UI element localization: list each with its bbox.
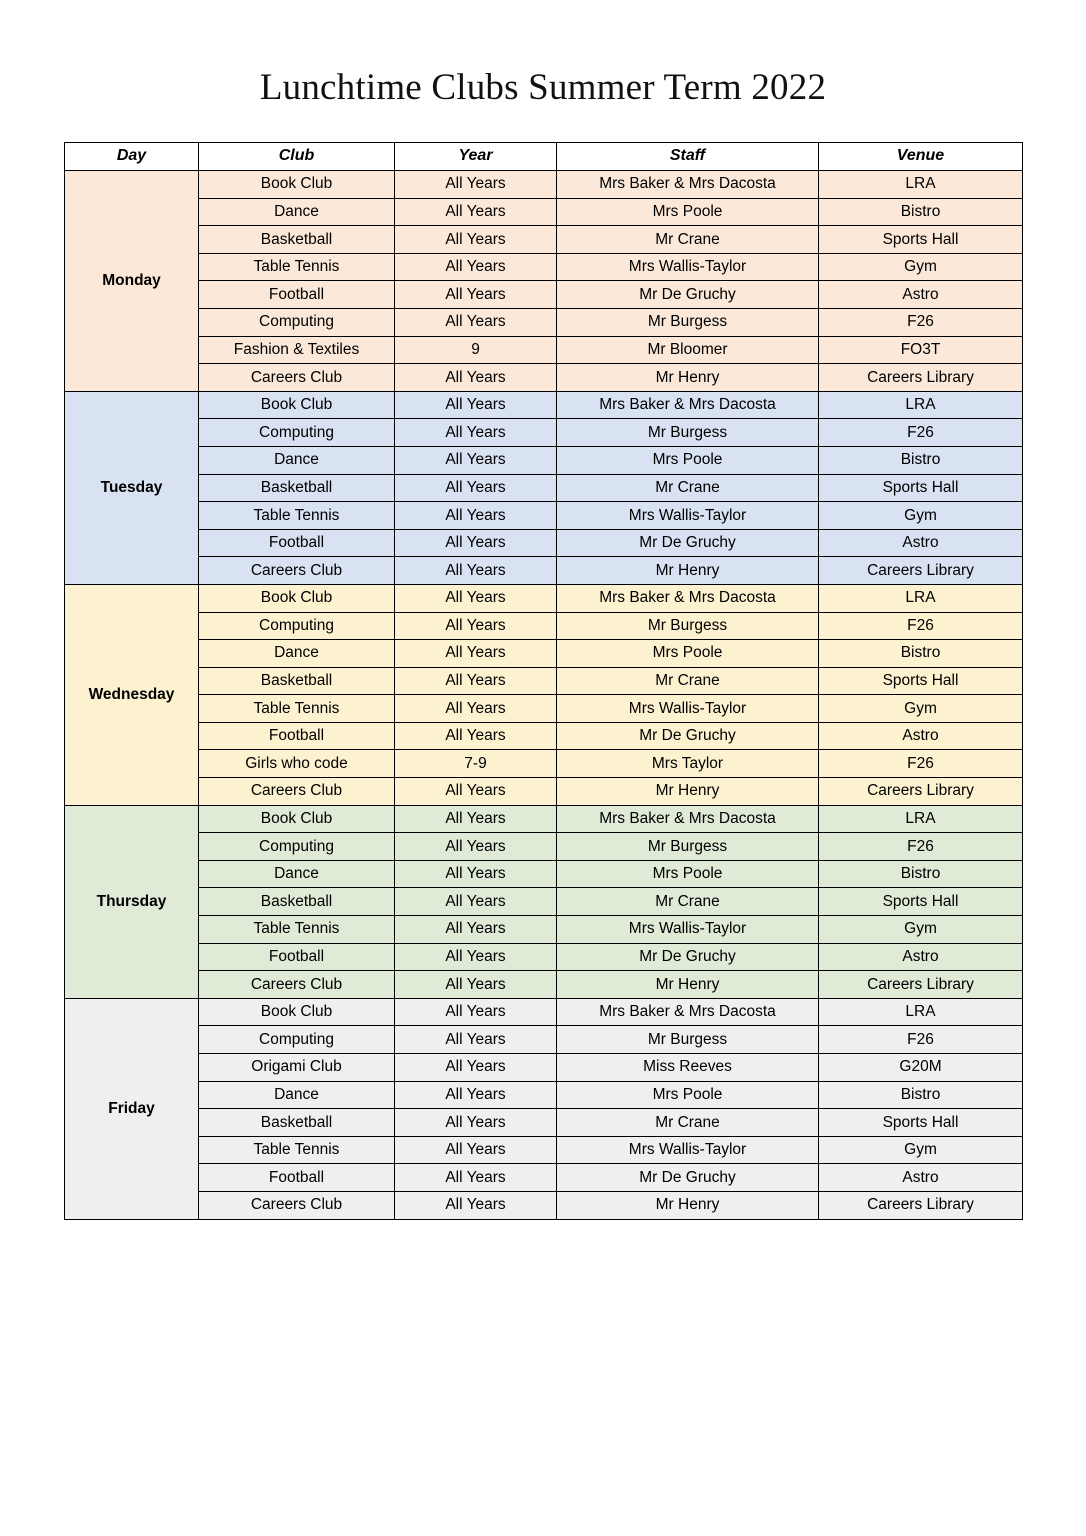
cell-club: Careers Club — [199, 1191, 395, 1219]
day-label-wednesday: Wednesday — [65, 584, 199, 805]
cell-staff: Mr De Gruchy — [557, 529, 819, 557]
cell-staff: Mr Crane — [557, 474, 819, 502]
cell-venue: Bistro — [819, 1081, 1023, 1109]
cell-staff: Mr Crane — [557, 226, 819, 254]
table-row — [65, 1054, 1023, 1082]
cell-staff: Mr Burgess — [557, 419, 819, 447]
table-row — [65, 916, 1023, 944]
cell-year: All Years — [395, 253, 557, 281]
cell-year: All Years — [395, 529, 557, 557]
cell-venue: G20M — [819, 1054, 1023, 1082]
table-row — [65, 695, 1023, 723]
cell-venue: Gym — [819, 502, 1023, 530]
cell-year: 9 — [395, 336, 557, 364]
cell-staff: Mrs Baker & Mrs Dacosta — [557, 171, 819, 199]
cell-venue: LRA — [819, 391, 1023, 419]
cell-staff: Mr Burgess — [557, 833, 819, 861]
cell-venue: Gym — [819, 1136, 1023, 1164]
day-label-monday: Monday — [65, 171, 199, 392]
cell-staff: Mr Crane — [557, 888, 819, 916]
cell-club: Football — [199, 943, 395, 971]
cell-staff: Mr Bloomer — [557, 336, 819, 364]
table-row — [65, 1164, 1023, 1192]
cell-venue: Careers Library — [819, 971, 1023, 999]
cell-venue: Bistro — [819, 198, 1023, 226]
cell-club: Basketball — [199, 667, 395, 695]
cell-year: All Years — [395, 971, 557, 999]
cell-staff: Mrs Poole — [557, 1081, 819, 1109]
cell-year: All Years — [395, 998, 557, 1026]
table-row — [65, 971, 1023, 999]
cell-venue: Sports Hall — [819, 888, 1023, 916]
cell-year: All Years — [395, 943, 557, 971]
cell-year: 7-9 — [395, 750, 557, 778]
day-label-tuesday: Tuesday — [65, 391, 199, 584]
table-row — [65, 557, 1023, 585]
cell-year: All Years — [395, 640, 557, 668]
cell-club: Dance — [199, 446, 395, 474]
cell-staff: Mrs Poole — [557, 198, 819, 226]
table-row — [65, 998, 1023, 1026]
cell-staff: Mr Crane — [557, 667, 819, 695]
table-row — [65, 529, 1023, 557]
cell-venue: Sports Hall — [819, 1109, 1023, 1137]
cell-year: All Years — [395, 888, 557, 916]
cell-venue: Sports Hall — [819, 474, 1023, 502]
cell-year: All Years — [395, 916, 557, 944]
column-header-day: Day — [65, 143, 199, 171]
cell-year: All Years — [395, 805, 557, 833]
table-row — [65, 226, 1023, 254]
cell-club: Computing — [199, 1026, 395, 1054]
day-label-thursday: Thursday — [65, 805, 199, 998]
cell-staff: Mrs Baker & Mrs Dacosta — [557, 998, 819, 1026]
cell-club: Computing — [199, 308, 395, 336]
column-header-staff: Staff — [557, 143, 819, 171]
cell-club: Football — [199, 281, 395, 309]
table-row — [65, 336, 1023, 364]
cell-club: Careers Club — [199, 557, 395, 585]
cell-venue: Sports Hall — [819, 667, 1023, 695]
cell-staff: Mrs Poole — [557, 640, 819, 668]
table-row — [65, 281, 1023, 309]
cell-year: All Years — [395, 1136, 557, 1164]
cell-year: All Years — [395, 1164, 557, 1192]
table-row — [65, 171, 1023, 199]
cell-staff: Mrs Wallis-Taylor — [557, 1136, 819, 1164]
cell-venue: Careers Library — [819, 778, 1023, 806]
cell-year: All Years — [395, 198, 557, 226]
cell-venue: Careers Library — [819, 557, 1023, 585]
cell-year: All Years — [395, 364, 557, 392]
cell-year: All Years — [395, 695, 557, 723]
cell-staff: Mr Henry — [557, 557, 819, 585]
cell-staff: Mr Crane — [557, 1109, 819, 1137]
cell-club: Table Tennis — [199, 253, 395, 281]
table-header — [65, 143, 1023, 171]
cell-club: Computing — [199, 833, 395, 861]
table-row — [65, 750, 1023, 778]
cell-staff: Mrs Baker & Mrs Dacosta — [557, 584, 819, 612]
cell-year: All Years — [395, 722, 557, 750]
cell-staff: Mr Henry — [557, 1191, 819, 1219]
cell-venue: Gym — [819, 253, 1023, 281]
cell-year: All Years — [395, 778, 557, 806]
cell-year: All Years — [395, 860, 557, 888]
cell-year: All Years — [395, 557, 557, 585]
cell-club: Book Club — [199, 171, 395, 199]
cell-club: Computing — [199, 612, 395, 640]
table-row — [65, 667, 1023, 695]
cell-year: All Years — [395, 226, 557, 254]
cell-club: Basketball — [199, 474, 395, 502]
table-row — [65, 640, 1023, 668]
cell-staff: Mr De Gruchy — [557, 722, 819, 750]
cell-venue: Sports Hall — [819, 226, 1023, 254]
cell-staff: Mrs Wallis-Taylor — [557, 253, 819, 281]
cell-club: Book Club — [199, 391, 395, 419]
cell-club: Careers Club — [199, 364, 395, 392]
cell-staff: Mr De Gruchy — [557, 943, 819, 971]
cell-staff: Mr De Gruchy — [557, 1164, 819, 1192]
table-row — [65, 446, 1023, 474]
cell-club: Basketball — [199, 888, 395, 916]
cell-club: Dance — [199, 640, 395, 668]
cell-venue: F26 — [819, 308, 1023, 336]
cell-staff: Mrs Wallis-Taylor — [557, 695, 819, 723]
table-row — [65, 502, 1023, 530]
cell-venue: F26 — [819, 750, 1023, 778]
cell-year: All Years — [395, 1026, 557, 1054]
cell-year: All Years — [395, 502, 557, 530]
cell-staff: Mrs Taylor — [557, 750, 819, 778]
cell-staff: Mr Henry — [557, 971, 819, 999]
table-row — [65, 1191, 1023, 1219]
cell-venue: Bistro — [819, 446, 1023, 474]
column-header-club: Club — [199, 143, 395, 171]
cell-venue: Bistro — [819, 640, 1023, 668]
cell-club: Computing — [199, 419, 395, 447]
table-row — [65, 943, 1023, 971]
cell-year: All Years — [395, 1081, 557, 1109]
cell-venue: FO3T — [819, 336, 1023, 364]
cell-staff: Mrs Poole — [557, 860, 819, 888]
cell-staff: Mrs Wallis-Taylor — [557, 916, 819, 944]
table-row — [65, 1109, 1023, 1137]
schedule-table-container — [64, 142, 1022, 1220]
cell-club: Football — [199, 1164, 395, 1192]
cell-staff: Mr Henry — [557, 364, 819, 392]
cell-venue: LRA — [819, 998, 1023, 1026]
cell-club: Dance — [199, 198, 395, 226]
cell-club: Careers Club — [199, 971, 395, 999]
cell-staff: Miss Reeves — [557, 1054, 819, 1082]
page-title: Lunchtime Clubs Summer Term 2022 — [259, 67, 827, 108]
table-row — [65, 722, 1023, 750]
cell-venue: F26 — [819, 1026, 1023, 1054]
table-row — [65, 778, 1023, 806]
cell-year: All Years — [395, 612, 557, 640]
table-row — [65, 364, 1023, 392]
cell-staff: Mr De Gruchy — [557, 281, 819, 309]
table-row — [65, 474, 1023, 502]
cell-year: All Years — [395, 584, 557, 612]
table-row — [65, 419, 1023, 447]
table-row — [65, 1026, 1023, 1054]
column-header-venue: Venue — [819, 143, 1023, 171]
cell-club: Origami Club — [199, 1054, 395, 1082]
cell-club: Book Club — [199, 998, 395, 1026]
table-row — [65, 805, 1023, 833]
day-label-friday: Friday — [65, 998, 199, 1219]
table-row — [65, 612, 1023, 640]
cell-staff: Mr Burgess — [557, 1026, 819, 1054]
table-row — [65, 253, 1023, 281]
cell-club: Table Tennis — [199, 916, 395, 944]
cell-venue: Astro — [819, 722, 1023, 750]
cell-venue: F26 — [819, 833, 1023, 861]
cell-club: Table Tennis — [199, 695, 395, 723]
cell-venue: Astro — [819, 1164, 1023, 1192]
cell-year: All Years — [395, 833, 557, 861]
cell-year: All Years — [395, 308, 557, 336]
cell-club: Basketball — [199, 1109, 395, 1137]
cell-staff: Mrs Poole — [557, 446, 819, 474]
cell-club: Basketball — [199, 226, 395, 254]
cell-venue: Bistro — [819, 860, 1023, 888]
table-row — [65, 308, 1023, 336]
cell-year: All Years — [395, 667, 557, 695]
cell-venue: Gym — [819, 916, 1023, 944]
cell-year: All Years — [395, 446, 557, 474]
cell-year: All Years — [395, 171, 557, 199]
cell-club: Table Tennis — [199, 1136, 395, 1164]
cell-venue: Careers Library — [819, 364, 1023, 392]
table-row — [65, 833, 1023, 861]
cell-club: Careers Club — [199, 778, 395, 806]
cell-club: Fashion & Textiles — [199, 336, 395, 364]
cell-year: All Years — [395, 1054, 557, 1082]
cell-year: All Years — [395, 1191, 557, 1219]
cell-year: All Years — [395, 281, 557, 309]
cell-club: Dance — [199, 1081, 395, 1109]
cell-club: Table Tennis — [199, 502, 395, 530]
cell-club: Football — [199, 529, 395, 557]
cell-venue: Astro — [819, 529, 1023, 557]
cell-venue: LRA — [819, 584, 1023, 612]
lunchtime-clubs-table — [64, 142, 1023, 1220]
cell-venue: F26 — [819, 419, 1023, 447]
cell-staff: Mrs Baker & Mrs Dacosta — [557, 805, 819, 833]
cell-club: Girls who code — [199, 750, 395, 778]
cell-staff: Mrs Baker & Mrs Dacosta — [557, 391, 819, 419]
cell-venue: Gym — [819, 695, 1023, 723]
table-row — [65, 1081, 1023, 1109]
cell-staff: Mr Burgess — [557, 308, 819, 336]
cell-staff: Mrs Wallis-Taylor — [557, 502, 819, 530]
cell-venue: F26 — [819, 612, 1023, 640]
cell-year: All Years — [395, 1109, 557, 1137]
cell-staff: Mr Burgess — [557, 612, 819, 640]
cell-year: All Years — [395, 474, 557, 502]
cell-venue: LRA — [819, 171, 1023, 199]
cell-venue: LRA — [819, 805, 1023, 833]
cell-staff: Mr Henry — [557, 778, 819, 806]
cell-club: Book Club — [199, 805, 395, 833]
table-row — [65, 1136, 1023, 1164]
table-row — [65, 198, 1023, 226]
column-header-year: Year — [395, 143, 557, 171]
cell-club: Dance — [199, 860, 395, 888]
cell-venue: Astro — [819, 943, 1023, 971]
table-row — [65, 888, 1023, 916]
table-row — [65, 860, 1023, 888]
cell-venue: Careers Library — [819, 1191, 1023, 1219]
table-body — [65, 171, 1023, 1220]
table-row — [65, 584, 1023, 612]
cell-year: All Years — [395, 391, 557, 419]
cell-year: All Years — [395, 419, 557, 447]
cell-club: Football — [199, 722, 395, 750]
table-row — [65, 391, 1023, 419]
table-header-row — [65, 143, 1023, 171]
cell-venue: Astro — [819, 281, 1023, 309]
cell-club: Book Club — [199, 584, 395, 612]
